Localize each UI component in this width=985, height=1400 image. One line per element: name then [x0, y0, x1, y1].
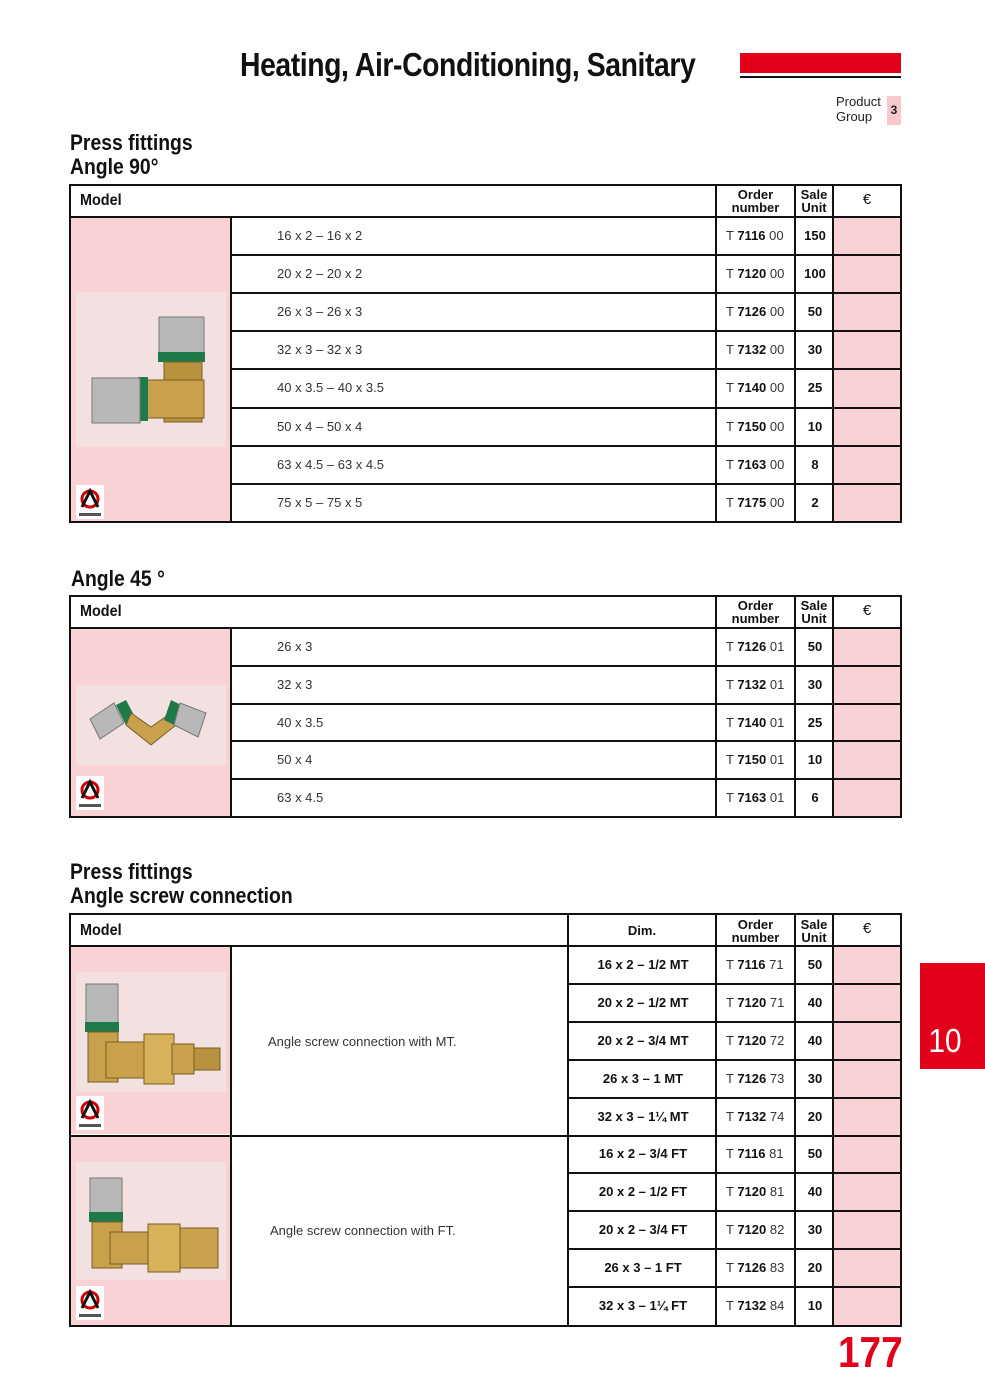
col-header-model: Model	[80, 192, 122, 209]
sale-unit-cell: 30	[807, 676, 823, 692]
model-cell: 63 x 4.5	[277, 790, 324, 806]
section1-title	[70, 131, 193, 179]
sale-unit-cell: 25	[807, 714, 823, 730]
sale-unit-cell: 10	[807, 1298, 823, 1314]
model-cell: 75 x 5 – 75 x 5	[277, 494, 363, 510]
order-number-cell: T 7150 00	[726, 418, 785, 434]
col-header-sale: Sale Unit	[800, 187, 828, 215]
model-cell: 26 x 3 – 26 x 3	[277, 304, 363, 320]
order-number-cell: T 7140 00	[726, 380, 785, 396]
order-number-cell: T 7120 00	[726, 266, 785, 282]
angle-screw-mt-image	[76, 972, 226, 1092]
product-group-label-line2: Group	[836, 109, 873, 124]
dimension-cell: 32 x 3 – 1¼ FT	[598, 1298, 688, 1314]
model-cell: 50 x 4	[277, 752, 313, 768]
product-group-label-line1: Product	[836, 94, 881, 109]
col-header-order: Order number	[731, 917, 780, 945]
dimension-cell: 26 x 3 – 1 MT	[602, 1070, 684, 1086]
order-number-cell: T 7116 81	[726, 1146, 784, 1162]
order-number-cell: T 7126 83	[726, 1260, 785, 1276]
model-cell: 16 x 2 – 16 x 2	[277, 228, 363, 244]
group-ft-description: Angle screw connection with FT.	[270, 1223, 456, 1238]
dimension-cell: 16 x 2 – 3/4 FT	[598, 1146, 688, 1162]
col-header-price: €	[862, 602, 872, 619]
sale-unit-cell: 25	[807, 380, 823, 396]
model-cell: 32 x 3	[277, 676, 313, 692]
section3-title	[70, 860, 293, 908]
sale-unit-cell: 10	[807, 752, 823, 768]
product-group-label	[836, 94, 881, 124]
order-number-cell: T 7126 01	[726, 638, 785, 654]
group-mt-description: Angle screw connection with MT.	[268, 1034, 457, 1049]
sale-unit-cell: 30	[807, 342, 823, 358]
order-number-cell: T 7126 73	[726, 1070, 785, 1086]
section3-title-line2: Angle screw connection	[70, 883, 293, 908]
elbow-45-fitting-image	[76, 685, 226, 765]
model-cell: 40 x 3.5 – 40 x 3.5	[277, 380, 384, 396]
col-header-sale: Sale Unit	[800, 917, 828, 945]
order-number-cell: T 7116 71	[726, 956, 784, 972]
certification-logo-icon	[76, 1286, 104, 1320]
sale-unit-cell: 50	[807, 638, 823, 654]
model-cell: 40 x 3.5	[277, 714, 324, 730]
order-number-cell: T 7132 74	[726, 1108, 785, 1124]
order-number-cell: T 7140 01	[726, 714, 785, 730]
sale-unit-cell: 50	[807, 304, 823, 320]
sale-unit-cell: 150	[804, 228, 826, 244]
dimension-cell: 32 x 3 – 1¼ MT	[597, 1108, 689, 1124]
order-number-cell: T 7175 00	[726, 494, 785, 510]
model-cell: 50 x 4 – 50 x 4	[277, 418, 363, 434]
model-cell: 26 x 3	[277, 638, 313, 654]
sale-unit-cell: 40	[807, 1032, 823, 1048]
chapter-tab-number: 10	[928, 1022, 962, 1059]
dimension-cell: 20 x 2 – 1/2 MT	[597, 994, 689, 1010]
dimension-cell: 26 x 3 – 1 FT	[604, 1260, 682, 1276]
order-number-cell: T 7132 01	[726, 676, 785, 692]
sale-unit-cell: 30	[807, 1222, 823, 1238]
sale-unit-cell: 100	[804, 266, 826, 282]
dimension-cell: 16 x 2 – 1/2 MT	[597, 956, 689, 972]
col-header-sale: Sale Unit	[800, 598, 828, 626]
col-header-model: Model	[80, 603, 122, 620]
page-title: Heating, Air-Conditioning, Sanitary	[240, 46, 696, 83]
angle-screw-ft-image	[76, 1162, 226, 1280]
order-number-cell: T 7163 00	[726, 456, 785, 472]
section3-title-line1: Press fittings	[70, 859, 193, 884]
col-header-order: Order number	[731, 187, 780, 215]
col-header-order: Order number	[731, 598, 780, 626]
order-number-cell: T 7120 71	[726, 994, 785, 1010]
sale-unit-cell: 2	[811, 494, 819, 510]
section2-title: Angle 45 °	[71, 566, 165, 591]
order-number-cell: T 7120 81	[726, 1184, 785, 1200]
order-number-cell: T 7120 82	[726, 1222, 785, 1238]
certification-logo-icon	[76, 485, 104, 519]
sale-unit-cell: 20	[807, 1260, 823, 1276]
dimension-cell: 20 x 2 – 3/4 MT	[597, 1032, 689, 1048]
order-number-cell: T 7116 00	[726, 228, 784, 244]
sale-unit-cell: 40	[807, 1184, 823, 1200]
certification-logo-icon	[76, 776, 104, 810]
model-cell: 32 x 3 – 32 x 3	[277, 342, 363, 358]
page-number: 177	[838, 1328, 903, 1377]
section1-title-line2: Angle 90°	[70, 154, 159, 179]
col-header-price: €	[862, 191, 872, 208]
order-number-cell: T 7132 00	[726, 342, 785, 358]
col-header-price: €	[862, 920, 872, 937]
col-header-dim: Dim.	[627, 923, 657, 938]
sale-unit-cell: 50	[807, 956, 823, 972]
certification-logo-icon	[76, 1096, 104, 1130]
section1-title-line1: Press fittings	[70, 130, 193, 155]
order-number-cell: T 7150 01	[726, 752, 785, 768]
product-group-number: 3	[887, 96, 901, 125]
elbow-90-fitting-image	[76, 292, 226, 447]
sale-unit-cell: 40	[807, 994, 823, 1010]
order-number-cell: T 7126 00	[726, 304, 785, 320]
order-number-cell: T 7163 01	[726, 790, 785, 806]
sale-unit-cell: 50	[807, 1146, 823, 1162]
dimension-cell: 20 x 2 – 1/2 FT	[598, 1184, 688, 1200]
sale-unit-cell: 6	[811, 790, 819, 806]
model-cell: 63 x 4.5 – 63 x 4.5	[277, 456, 384, 472]
order-number-cell: T 7120 72	[726, 1032, 785, 1048]
sale-unit-cell: 30	[807, 1070, 823, 1086]
sale-unit-cell: 20	[807, 1108, 823, 1124]
header-rule	[740, 76, 901, 78]
dimension-cell: 20 x 2 – 3/4 FT	[598, 1222, 688, 1238]
sale-unit-cell: 10	[807, 418, 823, 434]
header-red-bar	[740, 53, 901, 73]
order-number-cell: T 7132 84	[726, 1298, 785, 1314]
sale-unit-cell: 8	[811, 456, 819, 472]
col-header-model: Model	[80, 922, 122, 939]
model-cell: 20 x 2 – 20 x 2	[277, 266, 363, 282]
